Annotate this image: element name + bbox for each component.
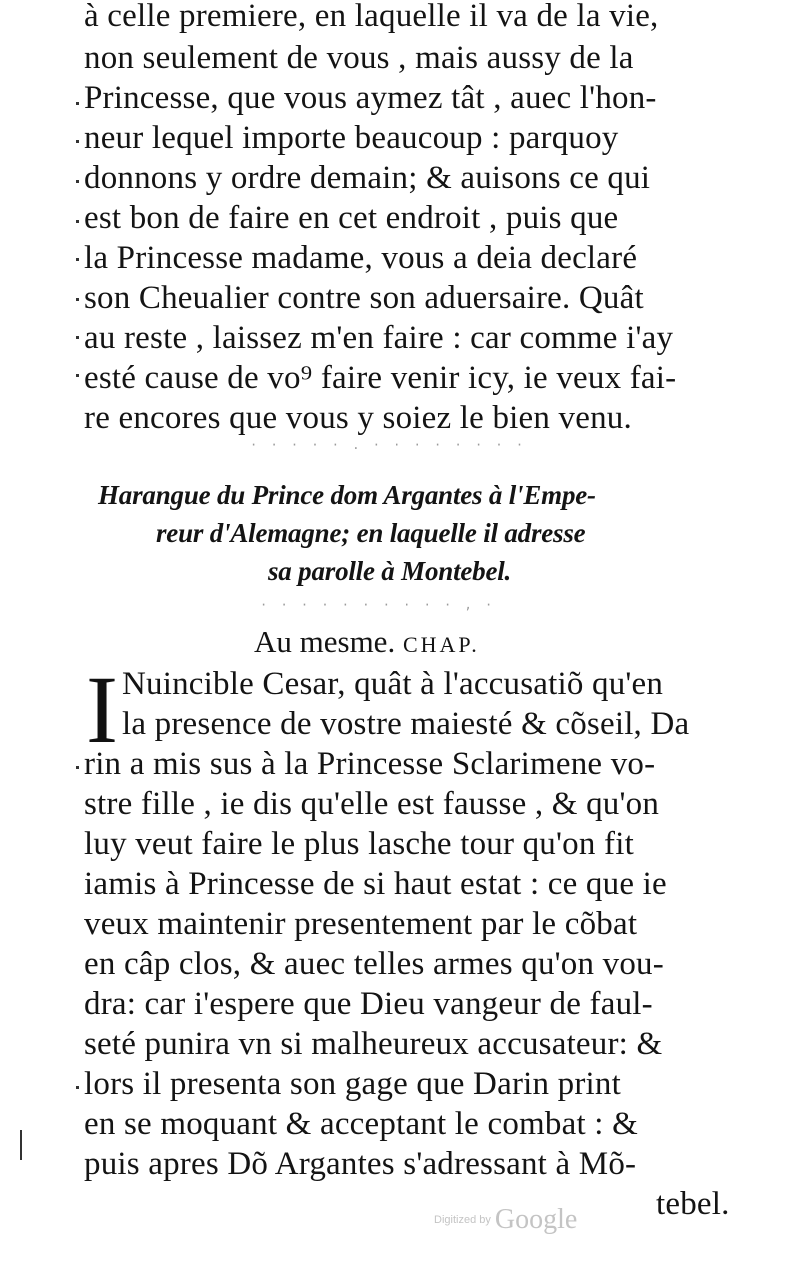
margin-mark [76,766,79,769]
text-line: Princesse, que vous aymez tât , auec l'hon- [84,80,657,116]
text-line: la Princesse madame, vous a deia declaré [84,240,638,276]
text-line: re encores que vous y soiez le bien venu. [84,400,632,436]
text-line: veux maintenir presentement par le cõbat [84,906,638,942]
text-line: iamis à Princesse de si haut estat : ce que ie [84,866,667,902]
margin-mark [76,336,79,339]
text-line: lors il presenta son gage que Darin print [84,1066,621,1102]
text-line: en se moquant & acceptant le combat : & [84,1106,638,1142]
heading-line: reur d'Alemagne; en laquelle il adresse [156,518,586,548]
chapter-label [254,626,480,657]
margin-mark [76,180,79,183]
text-line: neur lequel importe beaucoup : parquoy [84,120,619,156]
text-line: tebel. [656,1186,730,1222]
text-line: en câp clos, & auec telles armes qu'on vou- [84,946,664,982]
heading-line: sa parolle à Montebel. [268,556,512,586]
drop-cap: I [86,656,118,763]
scan-noise: · · · · · . · · · · · · · · [250,438,527,452]
text-line: stre fille , ie dis qu'elle est fausse , & qu'on [84,786,660,822]
watermark-prefix: Digitized by [434,1214,491,1226]
chapter-abbrev: CHAP. [402,632,480,657]
google-logo: Google [494,1204,578,1235]
margin-mark [76,1086,79,1089]
text-line: donnons y ordre demain; & auisons ce qui [84,160,651,196]
text-line: esté cause de vo⁹ faire venir icy, ie veux fai- [84,360,677,396]
margin-mark [76,140,79,143]
text-line: est bon de faire en cet endroit , puis que [84,200,619,236]
text-line: luy veut faire le plus lasche tour qu'on fit [84,826,634,862]
margin-mark [76,374,79,377]
digitized-watermark [434,1204,577,1236]
text-line: à celle premiere, en laquelle il va de la vie, [84,0,659,34]
text-line: Nuincible Cesar, quât à l'accusatiõ qu'en [122,666,664,702]
text-line: non seulement de vous , mais aussy de la [84,40,634,76]
text-line: dra: car i'espere que Dieu vangeur de faul- [84,986,653,1022]
text-line: seté punira vn si malheureux accusateur: & [84,1026,663,1062]
margin-mark [76,102,79,105]
margin-mark [76,258,79,261]
margin-mark [76,298,79,301]
text-line: rin a mis sus à la Princesse Sclarimene vo- [84,746,656,782]
margin-mark [76,220,79,223]
chapter-prefix: Au mesme. [254,624,396,659]
scan-noise: · · · · · · · · · · , · [260,598,496,612]
scan-edge-mark [20,1130,22,1160]
heading-line: Harangue du Prince dom Argantes à l'Empe- [98,480,596,510]
text-line: la presence de vostre maiesté & cõseil, Da [122,706,690,742]
text-line: au reste , laissez m'en faire : car comme i'ay [84,320,674,356]
text-line: puis apres Dõ Argantes s'adressant à Mõ- [84,1146,637,1182]
text-line: son Cheualier contre son aduersaire. Quât [84,280,644,316]
